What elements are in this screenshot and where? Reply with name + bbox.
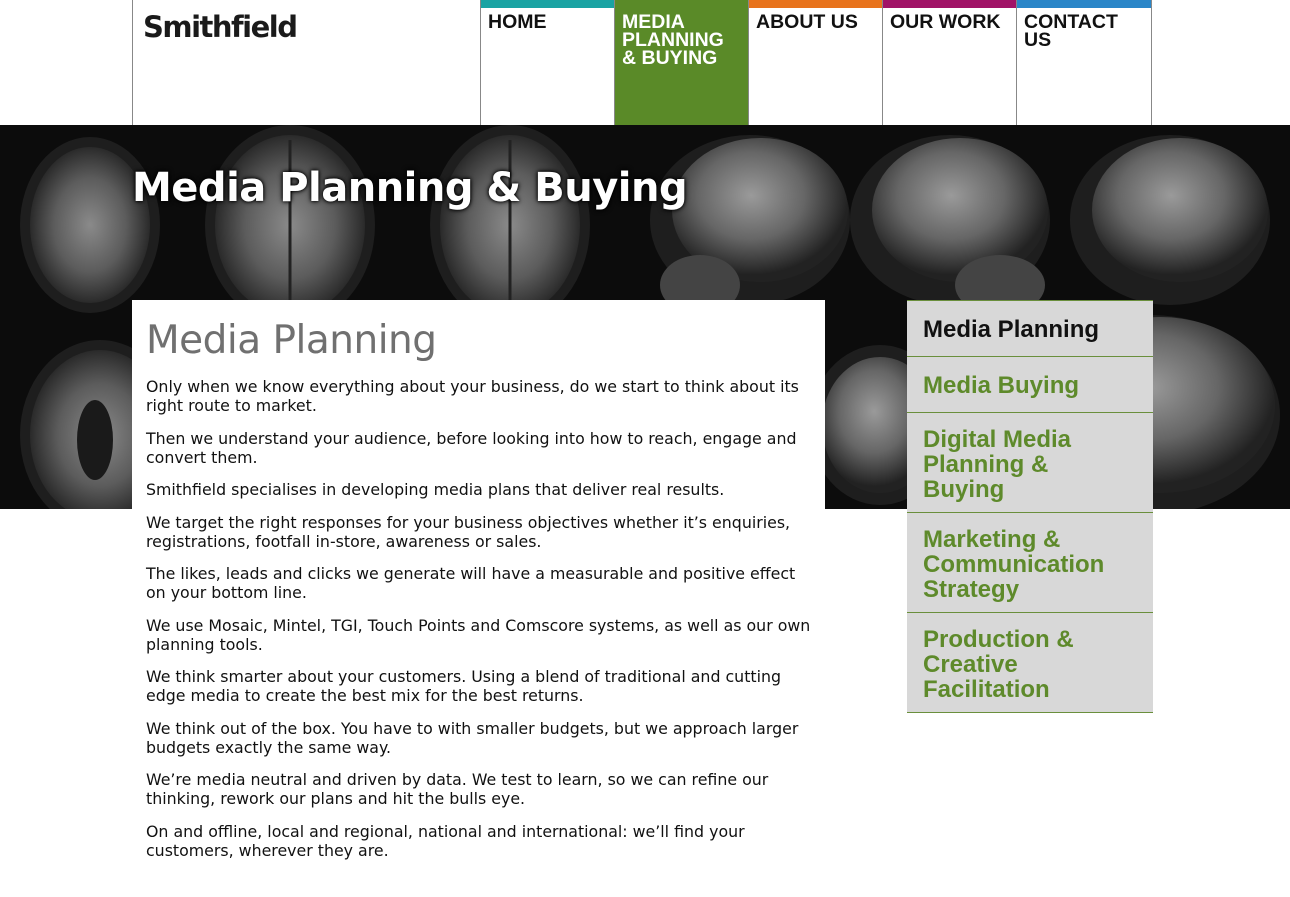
paragraph: Smithfield specialises in developing media plans that deliver real results. — [146, 480, 725, 499]
paragraph: The likes, leads and clicks we generate will have a measurable and positive effect on your bottom line. — [146, 564, 796, 602]
sidebar-item-media-buying[interactable] — [907, 356, 1153, 412]
paragraph: We think out of the box. You have to with smaller budgets, but we approach larger budgets exactly the same way. — [146, 718, 799, 757]
sidebar-item-label: Production & Creative Facilitation — [923, 626, 1074, 703]
nav-label: OUR WORK — [890, 11, 1001, 33]
hero-title: Media Planning & Buying — [132, 165, 688, 211]
nav-color-bar — [749, 0, 882, 8]
nav-color-bar — [481, 0, 614, 8]
mri-slice-axial-3 — [430, 125, 590, 325]
paragraph: On and offline, local and regional, national and international: we’ll find your customers, wherever they are. — [146, 821, 745, 860]
sidebar-item-label: Media Planning — [923, 316, 1100, 343]
paragraph: We target the right responses for your business objectives whether it’s enquiries, registrations, footfall in-store, awareness or sales. — [146, 512, 791, 551]
nav-label: CONTACT US — [1024, 11, 1118, 51]
paragraph: Then we understand your audience, before looking into how to reach, engage and convert them. — [146, 428, 797, 467]
paragraph: We think smarter about your customers. Using a blend of traditional and cutting edge media to create the best mix for the best returns. — [146, 667, 782, 705]
nav-home[interactable] — [480, 0, 614, 125]
main-content — [132, 300, 825, 890]
paragraph: We’re media neutral and driven by data. We test to learn, so we can refine our thinking, rework our plans and hit the bulls eye. — [146, 770, 769, 808]
body-text — [146, 377, 811, 873]
mri-slice-axial-2 — [205, 125, 375, 325]
nav-label: MEDIA PLANNING & BUYING — [622, 11, 724, 69]
nav-color-bar — [1017, 0, 1151, 8]
sidebar-item-production-creative[interactable] — [907, 612, 1153, 713]
mri-slice-axial-1 — [20, 137, 160, 313]
sidebar-item-label: Media Buying — [923, 372, 1080, 399]
nav-contact-us[interactable] — [1016, 0, 1152, 125]
nav-color-bar — [883, 0, 1016, 8]
smithfield-logo[interactable]: Smithfield — [143, 10, 297, 44]
site-header — [0, 0, 1290, 125]
nav-label: ABOUT US — [756, 11, 858, 33]
mri-slice-sagittal-3 — [1070, 135, 1270, 305]
nav-media-planning-buying[interactable] — [614, 0, 748, 125]
sidebar-item-marketing-strategy[interactable] — [907, 512, 1153, 612]
sidebar-item-label: Marketing & Communication Strategy — [923, 526, 1105, 603]
logo-area — [132, 0, 480, 125]
paragraph: We use Mosaic, Mintel, TGI, Touch Points and Comscore systems, as well as our own planning tools. — [146, 615, 811, 654]
sidebar-item-label: Digital Media Planning & Buying — [923, 426, 1072, 503]
sidebar-nav — [907, 300, 1153, 713]
nav-label: HOME — [488, 11, 547, 33]
nav-our-work[interactable] — [882, 0, 1016, 125]
sidebar-item-digital-media[interactable] — [907, 412, 1153, 512]
paragraph: Only when we know everything about your business, do we start to think about its right route to market. — [146, 377, 799, 415]
sidebar-item-media-planning[interactable] — [907, 300, 1153, 356]
nav-about-us[interactable] — [748, 0, 882, 125]
nav-color-bar — [615, 0, 748, 8]
section-heading: Media Planning — [146, 318, 437, 363]
